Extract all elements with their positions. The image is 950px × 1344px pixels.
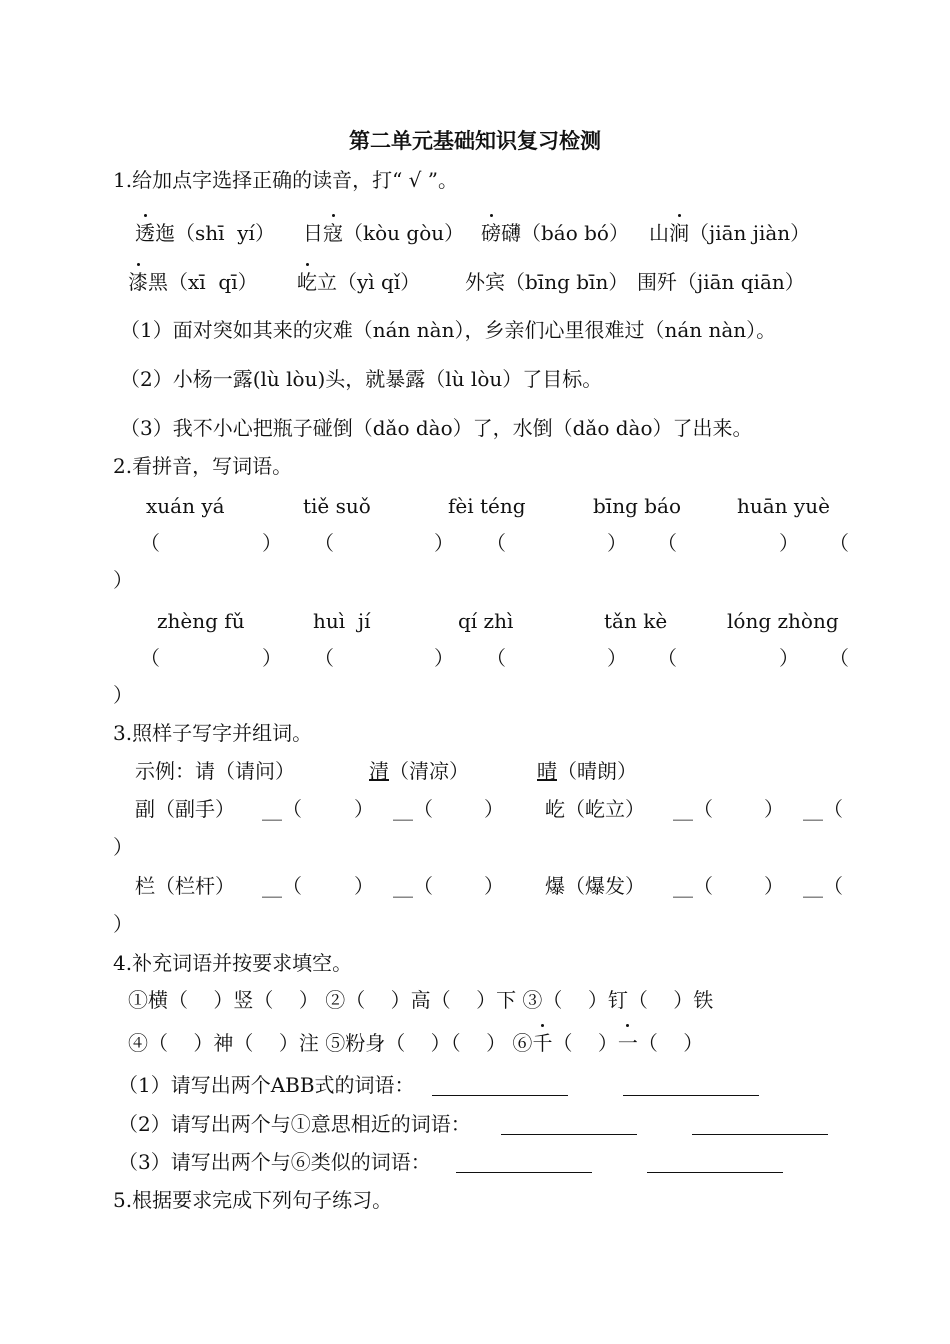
answer-blank: ） xyxy=(779,646,799,670)
answer-blank[interactable]: __（ xyxy=(393,874,433,898)
answer-blank: ） xyxy=(354,874,374,898)
pinyin: fèi téng xyxy=(448,494,526,518)
answer-line[interactable] xyxy=(501,1116,637,1135)
q3-item: 爆（爆发） xyxy=(545,874,645,898)
q2-heading: 2.看拼音，写词语。 xyxy=(113,454,293,478)
q3-item: 屹（屹立） xyxy=(545,797,645,821)
q1-item: 日寇（kòu gòu） xyxy=(303,221,465,245)
q3-example: 示例：请（请问） xyxy=(135,759,295,783)
q1-sentence-2: （2）小杨一露(lù lòu)头，就暴露（lù lòu）了目标。 xyxy=(120,367,603,391)
pinyin: tǎn kè xyxy=(604,609,668,633)
pinyin: qí zhì xyxy=(458,609,514,633)
answer-blank: ） xyxy=(607,531,627,555)
answer-blank: ） xyxy=(113,835,133,859)
q1-item: 山涧（jiān jiàn） xyxy=(649,221,811,245)
answer-blank[interactable]: （ xyxy=(486,646,506,670)
answer-blank[interactable]: __（ xyxy=(803,797,843,821)
q4-prompt-2: （2）请写出两个与①意思相近的词语： xyxy=(118,1112,471,1136)
dotted-char: 屹 xyxy=(297,270,317,294)
q4-idioms-line-1: ①横（ ）竖（ ） ②（ ）高（ ）下 ③（ ）钉（ ）铁 xyxy=(128,988,714,1012)
answer-blank: ） xyxy=(764,874,784,898)
answer-blank[interactable]: （ xyxy=(140,646,160,670)
dotted-char: 寇 xyxy=(323,221,343,245)
q4-prompt-1: （1）请写出两个ABB式的词语： xyxy=(118,1073,415,1097)
answer-blank: ） xyxy=(113,683,133,707)
answer-blank: ） xyxy=(434,646,454,670)
q3-example: 晴（晴朗） xyxy=(537,759,637,783)
q4-prompt-3: （3）请写出两个与⑥类似的词语： xyxy=(118,1150,431,1174)
answer-blank: ） xyxy=(434,531,454,555)
q3-item: 栏（栏杆） xyxy=(135,874,235,898)
answer-blank[interactable]: （ xyxy=(657,531,677,555)
answer-blank[interactable]: （ xyxy=(314,531,334,555)
dotted-char: 漆 xyxy=(128,270,148,294)
q1-sentence-3: （3）我不小心把瓶子碰倒（dǎo dào）了，水倒（dǎo dào）了出来。 xyxy=(120,416,753,440)
answer-blank: ） xyxy=(354,797,374,821)
answer-line[interactable] xyxy=(647,1154,783,1173)
q3-item: 副（副手） xyxy=(135,797,235,821)
answer-line[interactable] xyxy=(456,1154,592,1173)
answer-blank: ） xyxy=(779,531,799,555)
answer-blank[interactable]: （ xyxy=(829,646,849,670)
answer-blank[interactable]: __（ xyxy=(262,874,302,898)
q3-example: 清（清凉） xyxy=(369,759,469,783)
answer-blank[interactable]: （ xyxy=(314,646,334,670)
q3-heading: 3.照样子写字并组词。 xyxy=(113,721,313,745)
dotted-char: 透 xyxy=(135,221,155,245)
answer-blank[interactable]: （ xyxy=(657,646,677,670)
answer-blank[interactable]: __（ xyxy=(673,797,713,821)
answer-blank: ） xyxy=(262,531,282,555)
dotted-char: 磅 xyxy=(481,221,501,245)
q1-sentence-1: （1）面对突如其来的灾难（nán nàn），乡亲们心里很难过（nán nàn）。 xyxy=(120,318,777,342)
q1-item: 屹立（yì qǐ） xyxy=(297,270,421,294)
q1-item: 围歼（jiān qiān） xyxy=(637,270,805,294)
pinyin: lóng zhòng xyxy=(727,609,839,633)
dotted-char: 一 xyxy=(617,1031,638,1055)
answer-line[interactable] xyxy=(432,1077,568,1096)
answer-blank: ） xyxy=(484,797,504,821)
answer-blank[interactable]: （ xyxy=(140,531,160,555)
dotted-char: 涧 xyxy=(669,221,689,245)
answer-line[interactable] xyxy=(623,1077,759,1096)
page-title: 第二单元基础知识复习检测 xyxy=(349,128,601,153)
answer-blank: ） xyxy=(113,568,133,592)
pinyin: huān yuè xyxy=(737,494,830,518)
answer-blank[interactable]: __（ xyxy=(673,874,713,898)
q1-item: 透迤（shī yí） xyxy=(135,221,275,245)
q1-item: 磅礴（báo bó） xyxy=(481,221,629,245)
q5-heading: 5.根据要求完成下列句子练习。 xyxy=(113,1188,393,1212)
pinyin: xuán yá xyxy=(146,494,225,518)
pinyin: bīng báo xyxy=(593,494,682,518)
q4-idioms-line-2: ④（ ）神（ ）注 ⑤粉身（ ）（ ） ⑥千（ ）一（ ） xyxy=(128,1031,704,1055)
q1-heading: 1.给加点字选择正确的读音，打“ √ ”。 xyxy=(113,168,458,192)
answer-blank: ） xyxy=(484,874,504,898)
dotted-char: 千 xyxy=(532,1031,553,1055)
answer-blank: ） xyxy=(607,646,627,670)
answer-blank: ） xyxy=(113,912,133,936)
answer-line[interactable] xyxy=(692,1116,828,1135)
q1-item: 漆黑（xī qī） xyxy=(128,270,258,294)
answer-blank[interactable]: （ xyxy=(829,531,849,555)
q4-heading: 4.补充词语并按要求填空。 xyxy=(113,951,353,975)
answer-blank: ） xyxy=(262,646,282,670)
answer-blank: ） xyxy=(764,797,784,821)
pinyin: zhèng fǔ xyxy=(157,609,245,633)
q1-item: 外宾（bīng bīn） xyxy=(465,270,629,294)
pinyin: huì jí xyxy=(313,609,371,633)
answer-blank[interactable]: __（ xyxy=(393,797,433,821)
answer-blank[interactable]: __（ xyxy=(262,797,302,821)
answer-blank[interactable]: （ xyxy=(486,531,506,555)
pinyin: tiě suǒ xyxy=(303,494,371,518)
answer-blank[interactable]: __（ xyxy=(803,874,843,898)
